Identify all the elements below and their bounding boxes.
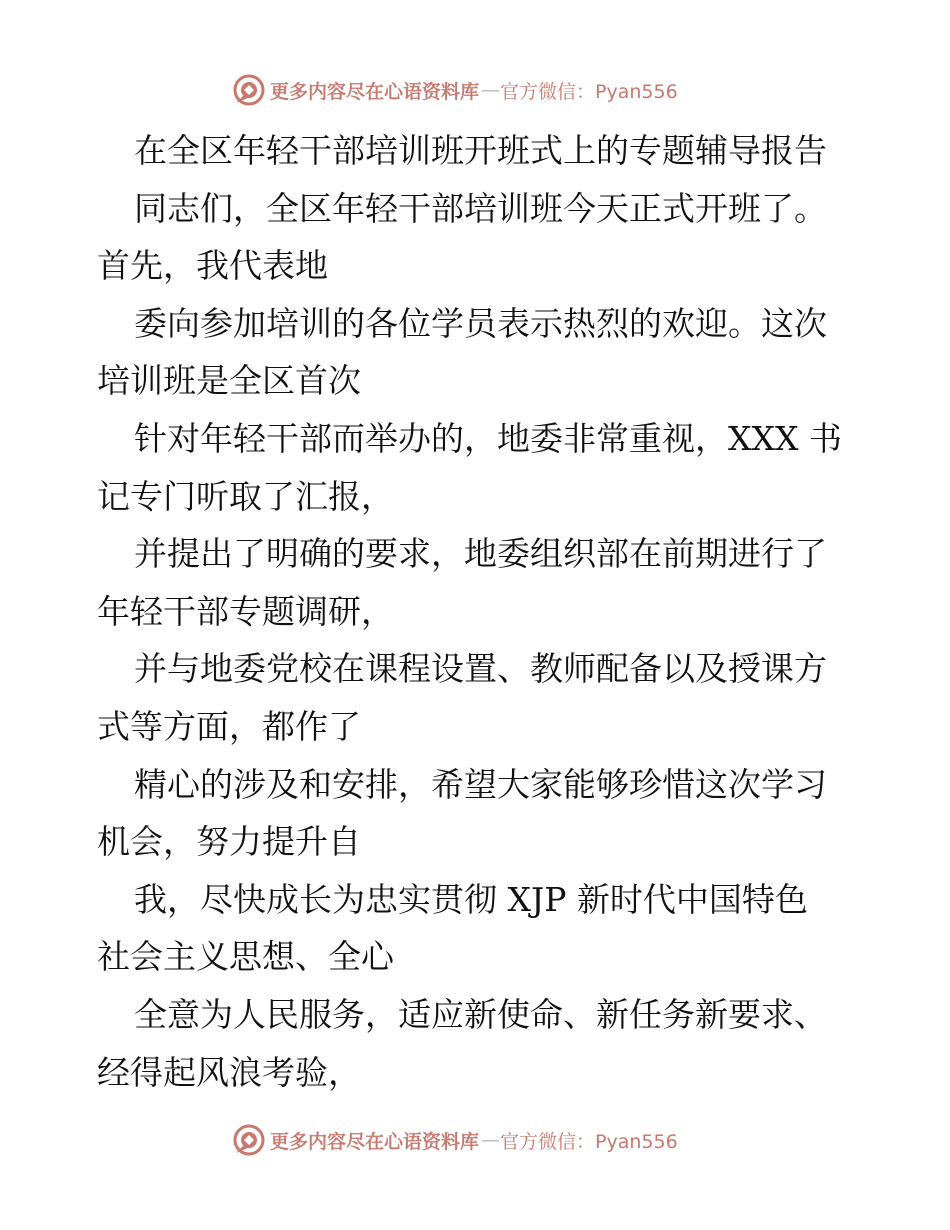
paragraph-line: 记专门听取了汇报，	[97, 476, 394, 516]
watermark-text: 更多内容尽在心语资料库	[270, 80, 480, 103]
watermark-separator: —	[481, 1129, 501, 1151]
paragraph-line: 全意为人民服务，适应新使命、新任务新要求、	[134, 994, 827, 1034]
footer-watermark	[232, 1120, 678, 1160]
paragraph-line: 针对年轻干部而举办的，地委非常重视，XXX 书	[134, 418, 842, 458]
watermark-separator: —	[481, 79, 501, 101]
paragraph-line: 经得起风浪考验，	[97, 1052, 361, 1092]
paragraph-line: 式等方面，都作了	[97, 706, 361, 746]
paragraph-line: 精心的涉及和安排，希望大家能够珍惜这次学习	[134, 764, 827, 804]
paragraph-line: 委向参加培训的各位学员表示热烈的欢迎。这次	[134, 303, 827, 343]
paragraph-line: 社会主义思想、全心	[97, 937, 394, 977]
watermark-text: 更多内容尽在心语资料库	[270, 1130, 480, 1153]
seal-logo-icon	[232, 73, 266, 107]
watermark-account: 官方微信：Pyan556	[500, 1130, 678, 1153]
paragraph-line: 我，尽快成长为忠实贯彻 XJP 新时代中国特色	[134, 879, 808, 919]
watermark-account: 官方微信：Pyan556	[500, 80, 678, 103]
document-title: 在全区年轻干部培训班开班式上的专题辅导报告	[134, 131, 827, 170]
paragraph-line: 培训班是全区首次	[97, 361, 361, 401]
paragraph-line: 首先，我代表地	[97, 246, 328, 286]
document-body	[97, 122, 853, 1101]
paragraph-line: 并与地委党校在课程设置、教师配备以及授课方	[134, 649, 827, 689]
header-watermark	[232, 70, 678, 110]
paragraph-line: 同志们，全区年轻干部培训班今天正式开班了。	[134, 188, 827, 228]
seal-logo-icon	[232, 1123, 266, 1157]
paragraph-line: 并提出了明确的要求，地委组织部在前期进行了	[134, 534, 827, 574]
paragraph-line: 机会，努力提升自	[97, 822, 361, 862]
paragraph-line: 年轻干部专题调研，	[97, 591, 394, 631]
